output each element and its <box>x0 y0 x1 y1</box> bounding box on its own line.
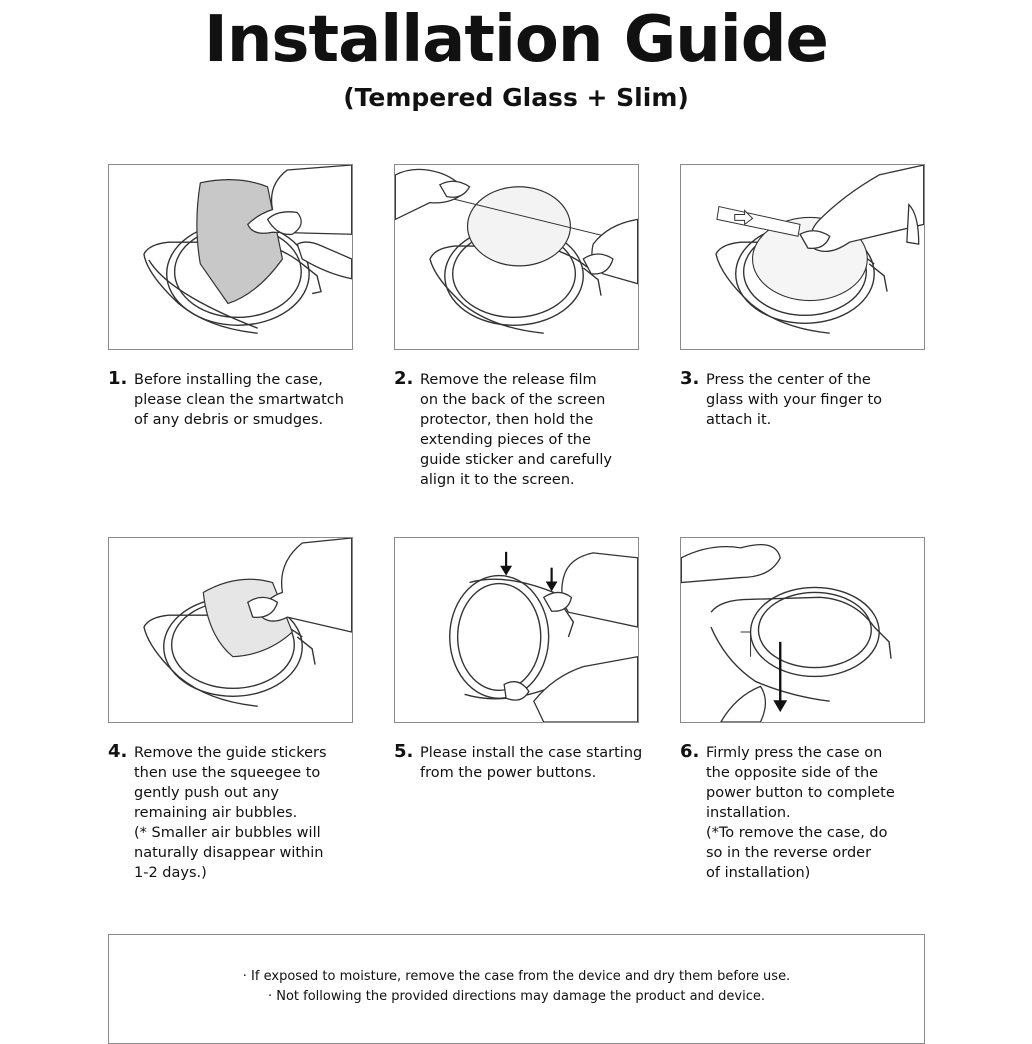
step-description: Press the center of the glass with your finger to attach it. <box>706 372 882 428</box>
page-title: Installation Guide <box>204 3 828 77</box>
step-4 <box>108 743 368 883</box>
step-description: Firmly press the case on the opposite side of the power button to complete installation. (*To remove the case, do so in the reverse order of installation) <box>706 745 895 881</box>
step-number: 4. <box>108 741 128 762</box>
caution-note-moisture: · If exposed to moisture, remove the case from the device and dry them before use. <box>242 969 791 984</box>
step-6-illustration <box>680 537 925 723</box>
press-center-illustration <box>681 165 924 349</box>
step-description: Remove the guide stickers then use the squeegee to gently push out any remaining air bubbles. (* Smaller air bubbles will naturally disappear within 1-2 days.) <box>134 745 327 881</box>
caution-note-directions: · Not following the provided directions may damage the product and device. <box>267 989 765 1004</box>
step-number: 6. <box>680 741 700 762</box>
align-protector-illustration <box>395 165 638 349</box>
step-2-illustration <box>394 164 639 350</box>
step-1 <box>108 370 368 430</box>
step-3-illustration <box>680 164 925 350</box>
squeegee-illustration <box>109 538 352 722</box>
step-2 <box>394 370 654 490</box>
step-number: 1. <box>108 368 128 389</box>
step-5 <box>394 743 654 783</box>
step-description: Remove the release film on the back of the screen protector, then hold the extending pieces of the guide sticker and carefully align it to the screen. <box>420 372 613 488</box>
step-3 <box>680 370 940 430</box>
caution-notes-box <box>108 934 925 1044</box>
install-case-illustration <box>395 538 638 722</box>
step-5-illustration <box>394 537 639 723</box>
step-description: Before installing the case, please clean the smartwatch of any debris or smudges. <box>134 372 344 428</box>
step-number: 3. <box>680 368 700 389</box>
step-4-illustration <box>108 537 353 723</box>
watch-cleaning-illustration <box>109 165 352 349</box>
step-1-illustration <box>108 164 353 350</box>
step-6 <box>680 743 940 883</box>
press-case-illustration <box>681 538 924 722</box>
step-description: Please install the case starting from the power buttons. <box>420 745 643 781</box>
step-number: 5. <box>394 741 414 762</box>
step-number: 2. <box>394 368 414 389</box>
page-subtitle: (Tempered Glass + Slim) <box>343 83 689 112</box>
